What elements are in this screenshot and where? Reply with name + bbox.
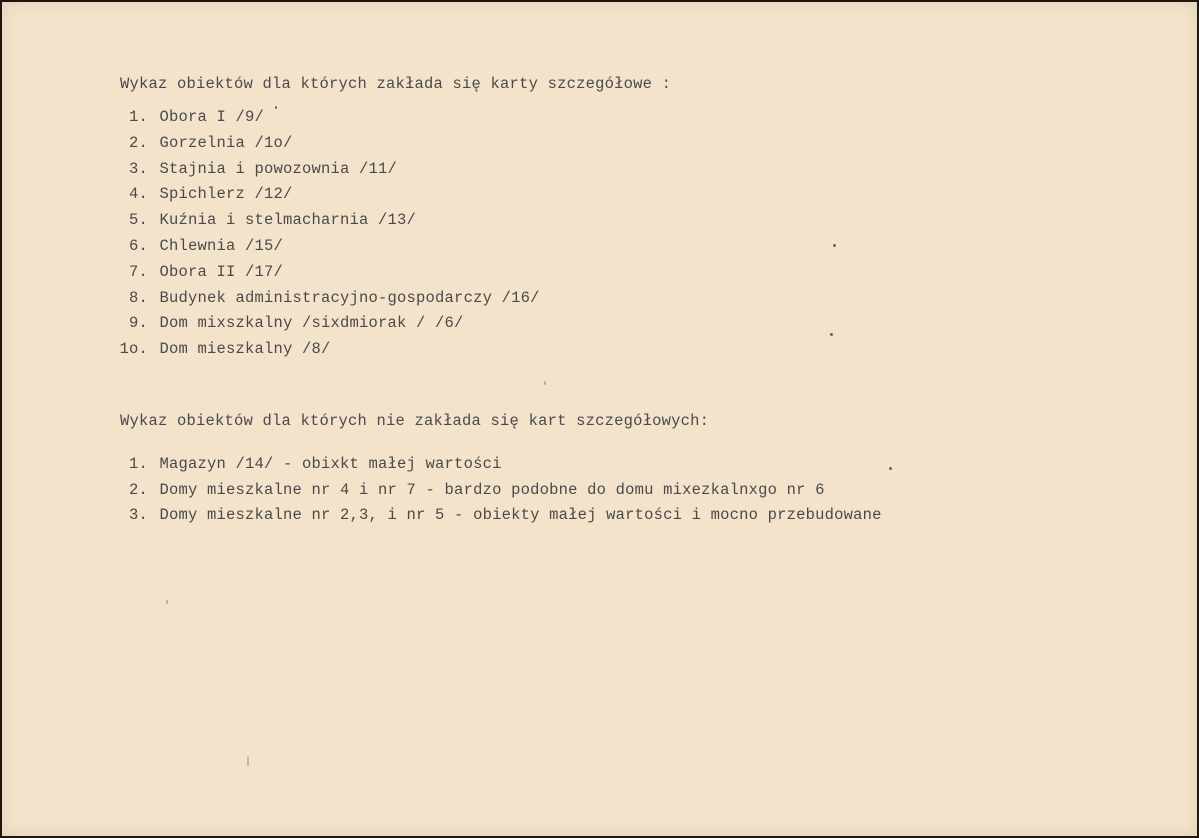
item-text: Stajnia i powozownia /11/ [159,159,398,178]
paper-speck [833,244,836,247]
item-text: Gorzelnia /1o/ [159,133,293,152]
item-text: Spichlerz /12/ [159,185,293,204]
item-text: Kuźnia i stelmacharnia /13/ [159,211,417,230]
list-item [112,481,882,507]
list-item [112,506,882,532]
paper-speck [889,467,892,470]
item-number: 1o. [119,340,148,359]
paper-speck [544,381,546,385]
paper-speck [830,333,833,336]
list-item [112,134,540,160]
list-item [112,211,540,237]
list-objects-with-detailed-cards [112,108,540,366]
list-item [112,108,540,134]
paper-speck [166,600,168,604]
item-text: Domy mieszkalne nr 4 i nr 7 - bardzo podobne do domu mixezkalnxgo nr 6 [159,480,825,499]
heading-detailed-cards: Wykaz obiektów dla których zakłada się karty szczegółowe : [120,75,672,93]
item-number: 2. [128,480,148,499]
item-number: 4. [128,185,148,204]
list-item [112,237,540,263]
item-text: Budynek administracyjno-gospodarczy /16/ [159,288,540,307]
heading-no-detailed-cards: Wykaz obiektów dla których nie zakłada się kart szczegółowych: [120,412,710,430]
item-text: Magazyn /14/ - obixkt małej wartości [159,455,502,473]
list-item [112,160,540,186]
item-text: Dom mieszkalny /8/ [159,340,331,359]
paper-speck [275,106,277,109]
list-item [112,455,882,481]
item-number: 3. [128,159,148,178]
list-item [112,263,540,289]
item-text: Domy mieszkalne nr 2,3, i nr 5 - obiekty małej wartości i mocno przebudowane [159,506,882,524]
item-text: Obora II /17/ [159,262,284,281]
list-item [112,314,540,340]
item-text: Obora I /9/ [159,108,265,126]
item-number: 5. [128,211,148,230]
list-item [112,185,540,211]
item-number: 2. [128,133,148,152]
list-item [112,340,540,366]
item-number: 6. [128,236,148,255]
paper-speck [247,756,249,766]
item-number: 3. [128,506,148,524]
item-number: 1. [128,455,148,473]
item-text: Dom mixszkalny /sixdmiorak / /6/ [159,314,464,333]
item-number: 1. [128,108,148,126]
item-text: Chlewnia /15/ [159,236,284,255]
item-number: 9. [128,314,148,333]
list-item [112,289,540,315]
item-number: 7. [128,262,148,281]
list-objects-without-detailed-cards [112,455,882,532]
item-number: 8. [128,288,148,307]
